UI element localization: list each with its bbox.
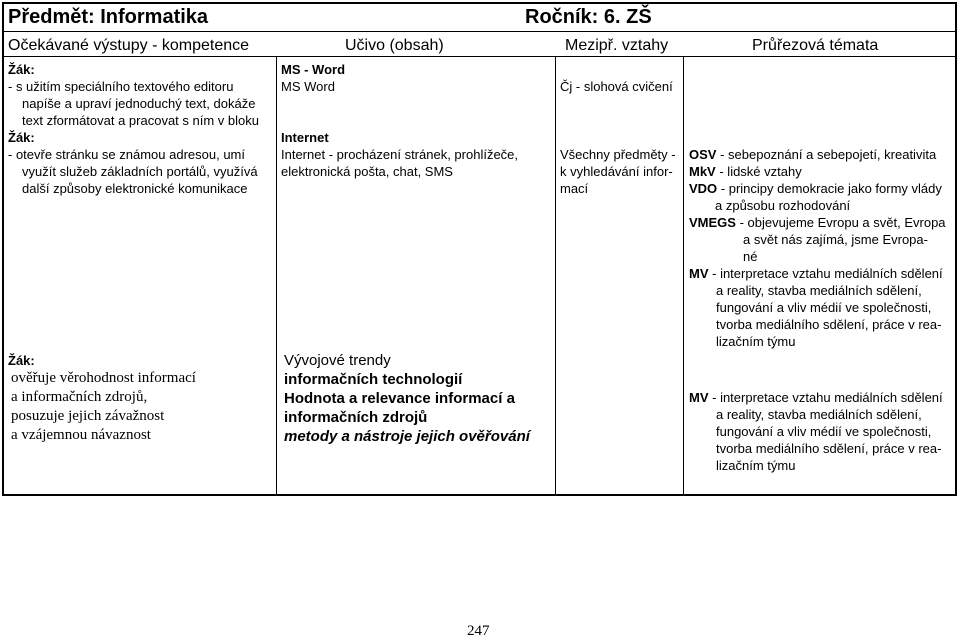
pupil-label: Žák: — [8, 62, 35, 77]
output-text: ověřuje věrohodnost informací a informačních zdrojů, posuzuje jejich závažnost a vzájemnou návaznost — [11, 370, 196, 443]
links-text: Čj - slohová cvičení — [560, 79, 673, 94]
grade-title: Ročník: 6. ZŠ — [525, 6, 652, 28]
cross-themes: MV - interpretace vztahu mediálních sdělení a reality, stavba mediálních sdělení, fungování a vliv médií ve společnosti, tvorba mediálního sdělení, práce v rea- lizačním týmu — [689, 390, 943, 473]
page-number: 247 — [467, 623, 490, 639]
column-header-content: Učivo (obsah) — [345, 37, 444, 54]
content-text: Internet - procházení stránek, prohlížeče, elektronická pošta, chat, SMS — [281, 147, 519, 179]
content-heading: Internet — [281, 130, 329, 145]
content-heading: MS - Word — [281, 62, 346, 77]
column-divider — [276, 56, 277, 495]
header-divider — [3, 56, 956, 57]
pupil-label: Žák: — [8, 353, 35, 368]
column-divider — [555, 56, 556, 495]
links-text: Všechny předměty - k vyhledávání infor- mací — [560, 147, 676, 196]
pupil-label: Žák: — [8, 130, 35, 145]
output-text: - s užitím speciálního textového editoru napíše a upraví jednoduchý text, dokáže text zformátovat a pracovat s ním v bloku — [8, 79, 259, 128]
cross-themes: OSV - sebepoznání a sebepojetí, kreativita MkV - lidské vztahy VDO - principy demokracie jako formy vlády a způsobu rozhodování VMEGS - objevujeme Evropu a svět, Evropa a svět nás zajímá, jsme Evropa- né MV - interpretace vztahu mediálních sdělení a reality, stavba mediálních sdělení, fungování a vliv médií ve společnosti, tvorba mediálního sdělení, práce v rea- lizačním týmu — [689, 147, 946, 349]
subject-title: Předmět: Informatika — [8, 6, 209, 28]
content-text: Vývojové trendy informačních technologií Hodnota a relevance informací a informačních zdrojů metody a nástroje jejich ověřování — [284, 352, 530, 445]
column-header-outputs: Očekávané výstupy - kompetence — [8, 37, 250, 54]
column-header-themes: Průřezová témata — [752, 37, 879, 54]
output-text: - otevře stránku se známou adresou, umí využít služeb základních portálů, využívá další způsoby elektronické komunikace — [8, 147, 258, 196]
column-divider — [683, 56, 684, 495]
content-text: MS Word — [281, 79, 335, 94]
column-header-links: Mezipř. vztahy — [565, 37, 669, 54]
title-divider — [3, 31, 956, 32]
